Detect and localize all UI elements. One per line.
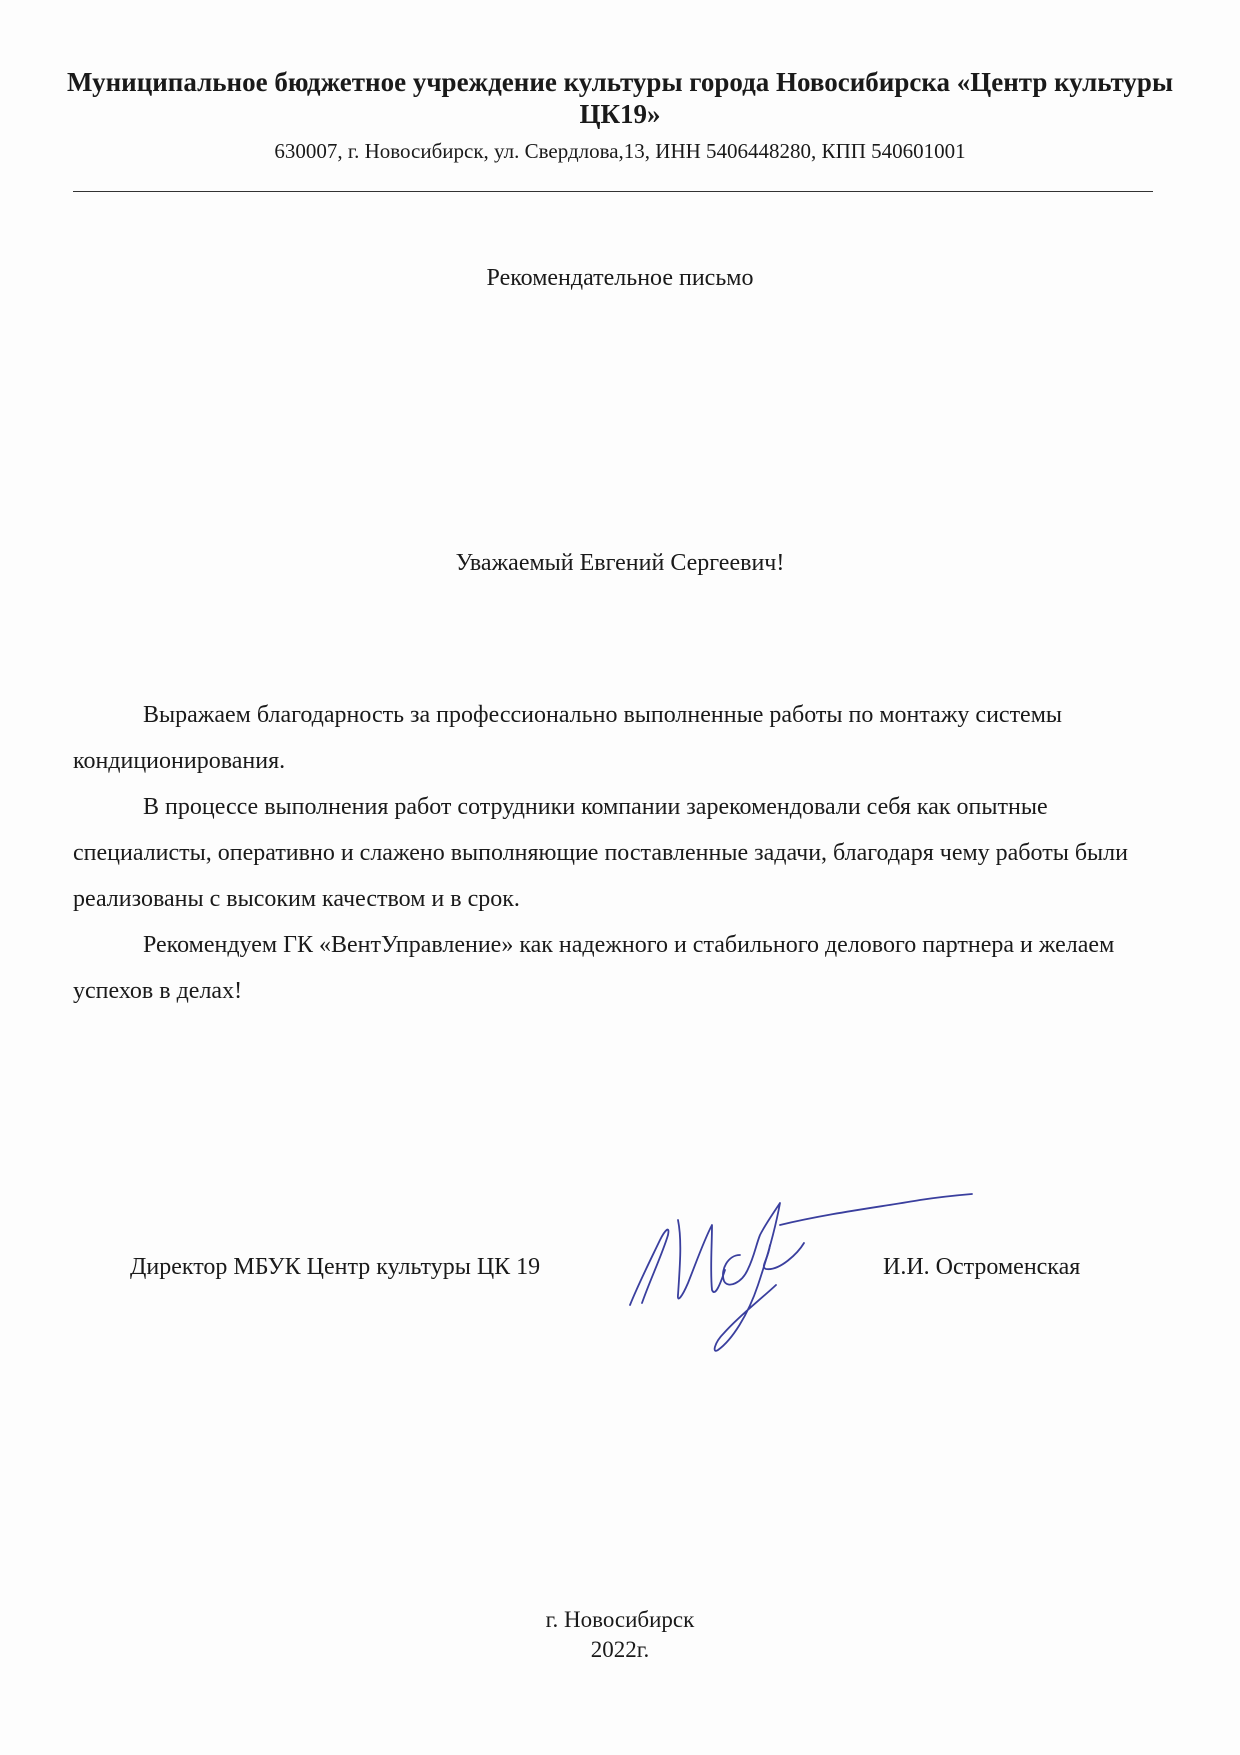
organization-name: Муниципальное бюджетное учреждение культуры города Новосибирска «Центр культуры ЦК19»: [66, 67, 1174, 129]
organization-address: 630007, г. Новосибирск, ул. Свердлова,13, ИНН 5406448280, КПП 540601001: [274, 139, 966, 163]
header-divider: [73, 191, 1153, 192]
city: г. Новосибирск: [545, 1607, 695, 1632]
paragraph-2: В процессе выполнения работ сотрудники компании зарекомендовали себя как опытные специалисты, оперативно и слажено выполняющие поставленные задачи, благодаря чему работы были реализованы с высоким качеством и в срок.: [73, 794, 1128, 912]
signatory-name: И.И. Остроменская: [883, 1254, 1081, 1280]
paragraph-3: Рекомендуем ГК «ВентУправление» как надежного и стабильного делового партнера и желаем успехов в делах!: [73, 932, 1115, 1004]
letter-body: [73, 692, 1153, 1014]
handwritten-signature: [620, 1185, 980, 1360]
year: 2022г.: [590, 1637, 650, 1662]
document-title: Рекомендательное письмо: [486, 265, 754, 291]
greeting: Уважаемый Евгений Сергеевич!: [455, 550, 785, 576]
signatory-position: Директор МБУК Центр культуры ЦК 19: [130, 1254, 541, 1280]
paragraph-1: Выражаем благодарность за профессионально выполненные работы по монтажу системы кондиционирования.: [73, 702, 1063, 774]
